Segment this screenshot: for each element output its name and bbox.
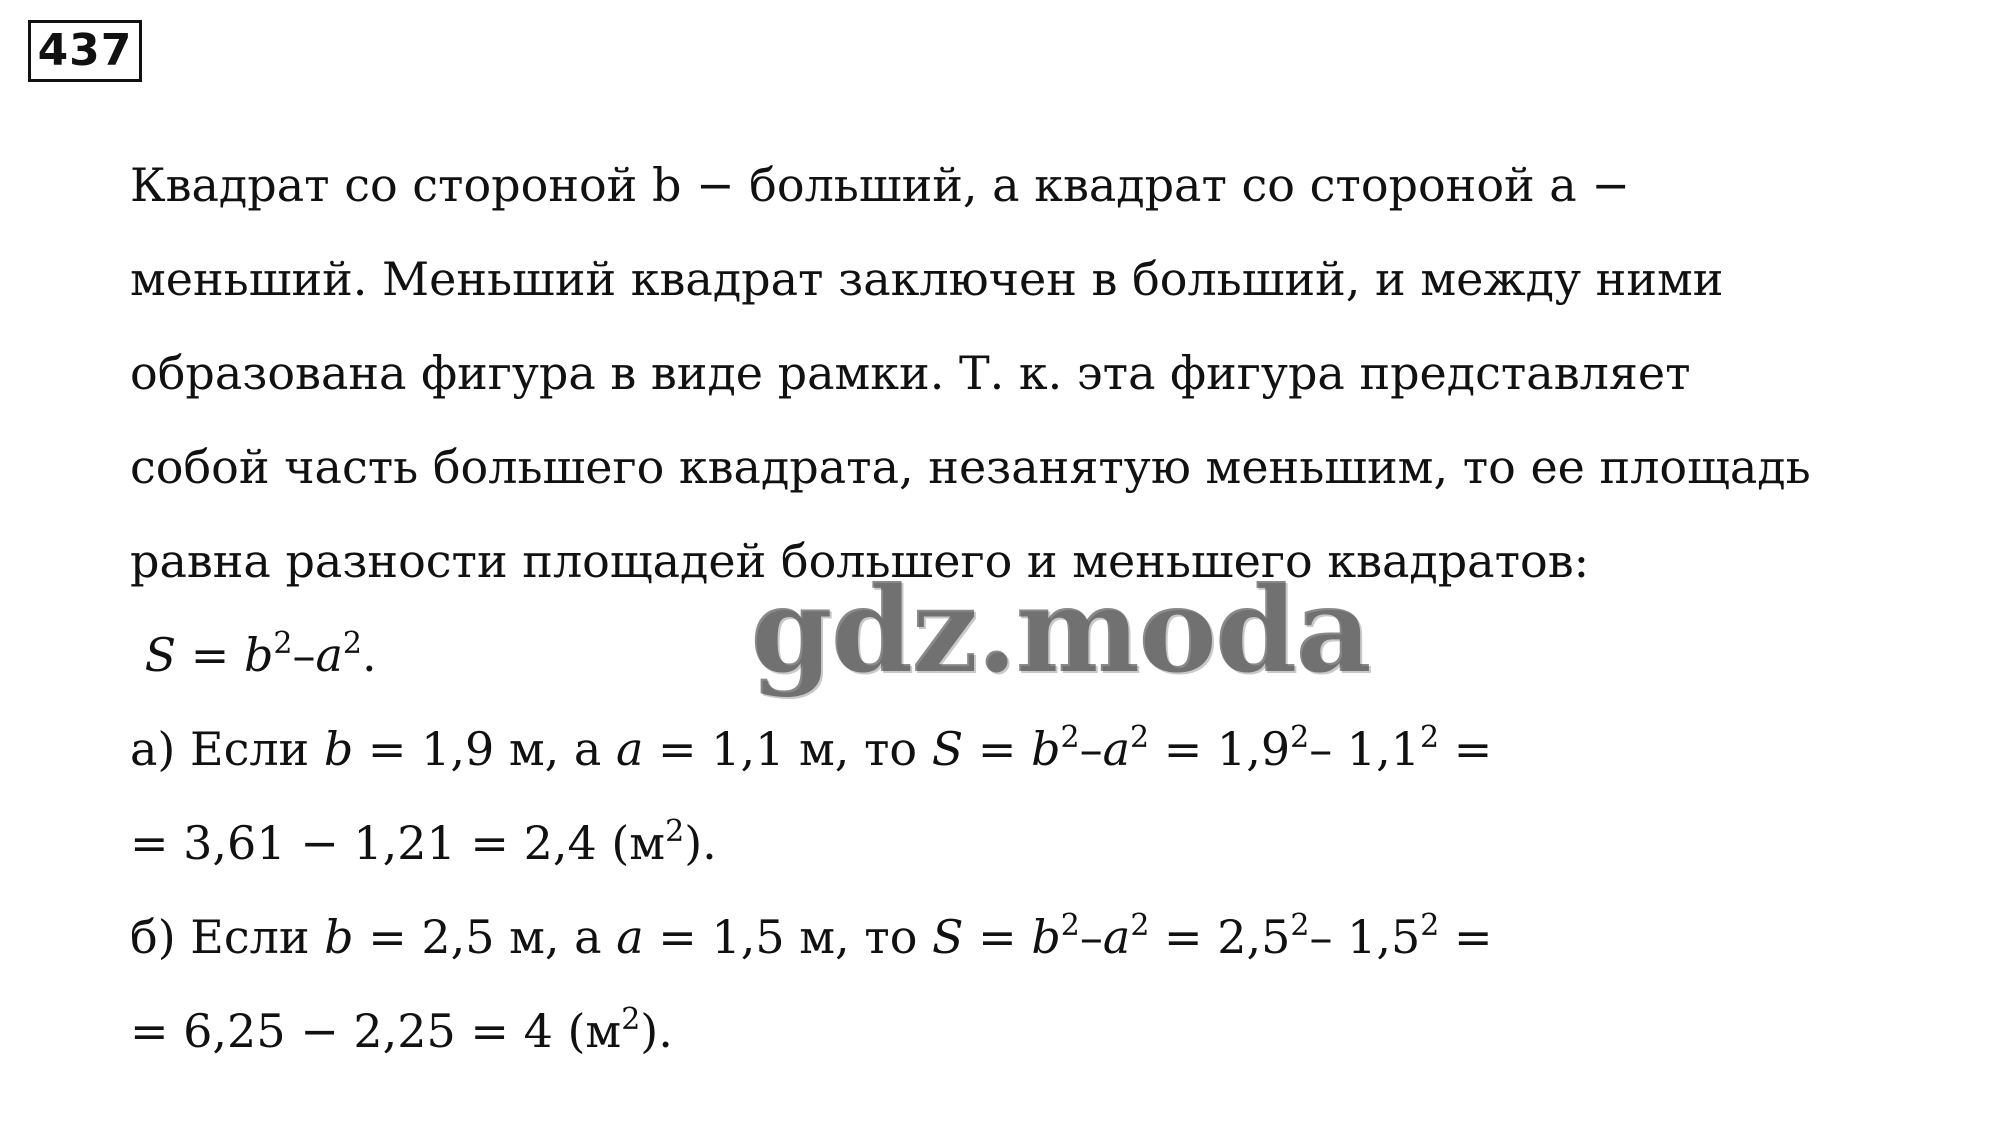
formula-minus: – xyxy=(292,628,316,682)
var-a: a xyxy=(1102,722,1131,776)
exponent: 2 xyxy=(1290,720,1310,755)
formula-eq: = xyxy=(190,628,230,682)
exponent: 2 xyxy=(1419,720,1440,755)
exponent: 2 xyxy=(665,814,685,849)
minus-sign: – xyxy=(1079,722,1103,776)
part-a-calc-1: = 1,9 xyxy=(1163,722,1291,776)
formula-a: a xyxy=(315,628,343,682)
exponent: 2 xyxy=(1130,720,1150,755)
part-b-a-value: = 1,5 м, то xyxy=(658,910,918,964)
exponent: 2 xyxy=(1290,908,1310,943)
exponent: 2 xyxy=(1420,908,1440,943)
part-b-label: б) Если xyxy=(130,910,310,964)
part-a-calc-end: = xyxy=(1453,722,1493,776)
part-a-a-value: = 1,1 м, то xyxy=(658,722,918,776)
part-a-line-1 xyxy=(130,702,1970,796)
eq-sign: = xyxy=(977,722,1017,776)
paragraph-line: равна разности площадей большего и меньшего квадратов: xyxy=(130,534,1590,588)
part-b-line-1 xyxy=(130,890,1970,984)
part-b-calc-1: = 2,5 xyxy=(1164,910,1291,964)
exponent: 2 xyxy=(1130,908,1150,943)
part-a-calc-2: – 1,1 xyxy=(1309,722,1420,776)
var-b: b xyxy=(323,722,354,776)
exponent: 2 xyxy=(1060,720,1080,755)
exponent: 2 xyxy=(621,1002,641,1037)
exponent: 2 xyxy=(1060,908,1080,943)
eq-sign: = xyxy=(978,910,1017,964)
formula-b: b xyxy=(243,628,274,682)
part-b-result-end: ). xyxy=(640,1004,673,1058)
paragraph-line: Квадрат со стороной b − больший, а квадрат со стороной a − xyxy=(130,158,1630,212)
part-a-result-end: ). xyxy=(684,816,717,870)
var-S: S xyxy=(931,722,964,776)
part-a-result: = 3,61 − 1,21 = 2,4 (м xyxy=(130,816,666,870)
var-a: a xyxy=(615,722,644,776)
part-a-line-2 xyxy=(130,796,1970,890)
var-b: b xyxy=(1031,910,1061,964)
var-a: a xyxy=(1102,910,1131,964)
var-b: b xyxy=(324,910,354,964)
var-a: a xyxy=(616,910,644,964)
formula-exp: 2 xyxy=(342,626,363,661)
formula-exp: 2 xyxy=(273,626,293,661)
part-b-line-2 xyxy=(130,984,1970,1078)
minus-sign: – xyxy=(1079,910,1103,964)
var-S: S xyxy=(932,910,964,964)
watermark-logo: gdz.moda xyxy=(750,560,1370,699)
paragraph-line: образована фигура в виде рамки. Т. к. эта фигура представляет xyxy=(130,346,1691,400)
task-number-box: 437 xyxy=(28,20,142,82)
part-b-result: = 6,25 − 2,25 = 4 (м xyxy=(130,1004,622,1058)
paragraph-line: собой часть большего квадрата, незанятую меньшим, то ее площадь xyxy=(130,440,1811,494)
paragraph-line: меньший. Меньший квадрат заключен в больший, и между ними xyxy=(130,252,1724,306)
formula-end: . xyxy=(362,628,377,682)
part-b-calc-2: – 1,5 xyxy=(1309,910,1421,964)
part-a-label: а) Если xyxy=(130,722,310,776)
part-b-b-value: = 2,5 м, а xyxy=(368,910,602,964)
part-b-calc-end: = xyxy=(1453,910,1493,964)
part-a-b-value: = 1,9 м, а xyxy=(367,722,602,776)
formula-S: S xyxy=(144,628,177,682)
var-b: b xyxy=(1031,722,1061,776)
